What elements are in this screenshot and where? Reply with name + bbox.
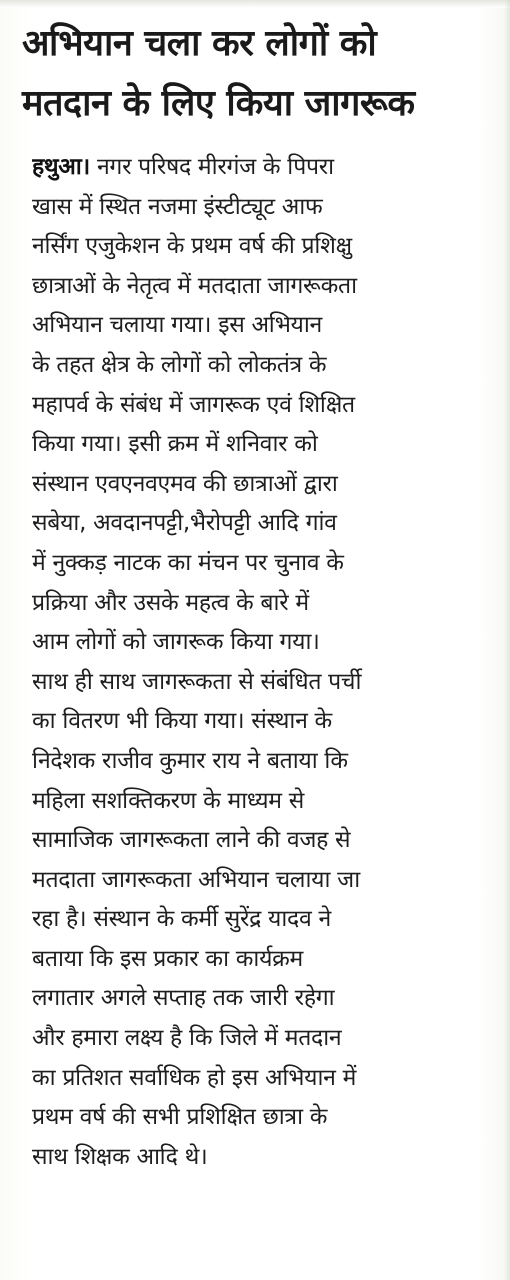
article-line: अभियान चलाया गया। इस अभियान	[32, 312, 323, 339]
article-line: रहा है। संस्थान के कर्मी सुरेंद्र यादव ने	[32, 906, 331, 933]
article-body	[32, 148, 482, 1177]
article-line: निदेशक राजीव कुमार राय ने बताया कि	[32, 747, 348, 774]
article-line: लगातार अगले सप्ताह तक जारी रहेगा	[32, 985, 335, 1012]
article-line: महिला सशक्तिकरण के माध्यम से	[32, 787, 304, 814]
article-line: संस्थान एवएनवएमव की छात्राओं द्वारा	[32, 470, 338, 497]
page-edge-shadow	[504, 0, 510, 1280]
article-line: साथ ही साथ जागरूकता से संबंधित पर्ची	[32, 668, 362, 695]
article-line: सामाजिक जागरूकता लाने की वजह से	[32, 827, 351, 854]
article-line: और हमारा लक्ष्य है कि जिले में मतदान	[32, 1025, 342, 1052]
headline-line-1: अभियान चला कर लोगों को	[22, 23, 377, 64]
article-line: खास में स्थित नजमा इंस्टीट्यूट आफ	[32, 193, 323, 220]
article-first-line-text: नगर परिषद मीरगंज के पिपरा	[89, 154, 334, 180]
article-line: सबेया, अवदानपट्टी,भैरोपट्टी आदि गांव	[32, 510, 337, 537]
article-line: प्रक्रिया और उसके महत्व के बारे में	[32, 589, 309, 616]
article-line: बताया कि इस प्रकार का कार्यक्रम	[32, 945, 303, 972]
article-line	[32, 148, 482, 188]
article-line: साथ शिक्षक आदि थे।	[32, 1143, 208, 1170]
article-line: महापर्व के संबंध में जागरूक एवं शिक्षित	[32, 391, 355, 418]
article-line: मतदाता जागरूकता अभियान चलाया जा	[32, 866, 360, 893]
dateline: हथुआ।	[32, 154, 90, 180]
article-line: का प्रतिशत सर्वाधिक हो इस अभियान में	[32, 1064, 357, 1091]
article-line: में नुक्कड़ नाटक का मंचन पर चुनाव के	[32, 549, 344, 576]
top-rule	[0, 0, 510, 8]
headline	[22, 14, 492, 134]
article-line: प्रथम वर्ष की सभी प्रशिक्षित छात्रा के	[32, 1104, 328, 1131]
article-line: के तहत क्षेत्र के लोगों को लोकतंत्र के	[32, 351, 327, 378]
article-line: छात्राओं के नेतृत्व में मतदाता जागरूकता	[32, 272, 357, 299]
article-line: आम लोगों को जागरूक किया गया।	[32, 629, 320, 656]
article-line: किया गया। इसी क्रम में शनिवार को	[32, 431, 318, 458]
article-line: नर्सिंग एजुकेशन के प्रथम वर्ष की प्रशिक्षु	[32, 233, 352, 260]
headline-line-2: मतदान के लिए किया जागरूक	[22, 83, 415, 124]
article-line: का वितरण भी किया गया। संस्थान के	[32, 708, 332, 735]
